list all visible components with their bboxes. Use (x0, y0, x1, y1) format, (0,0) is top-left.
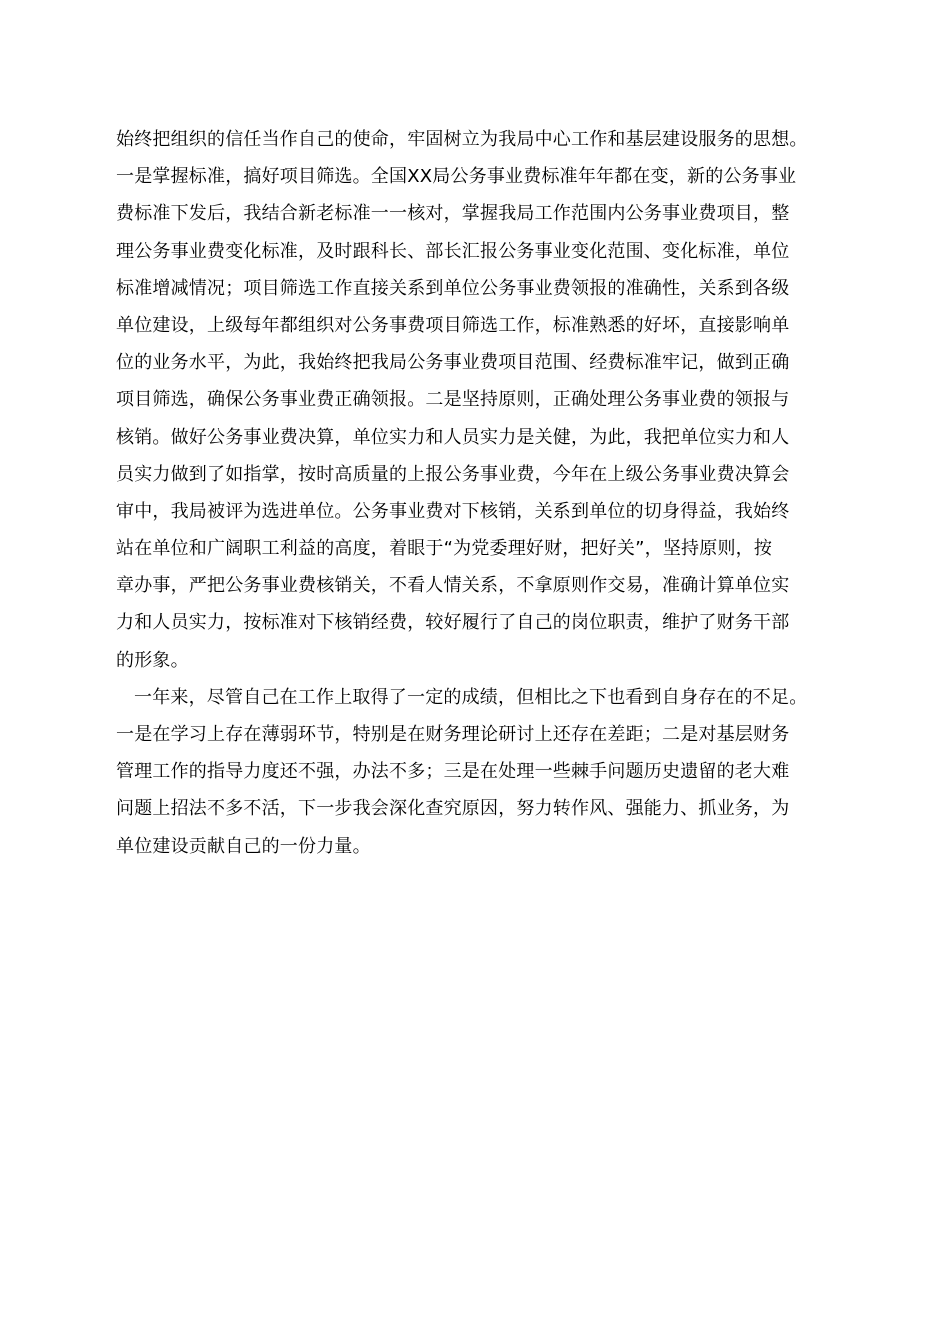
body-text (116, 121, 846, 865)
text-line: 核销。做好公务事业费决算，单位实力和人员实力是关健，为此，我把单位实力和人 (116, 426, 790, 448)
text-line: 管理工作的指导力度还不强，办法不多；三是在处理一些棘手问题历史遗留的老大难 (116, 761, 790, 783)
text-line: 问题上招法不多不活，下一步我会深化查究原因，努力转作风、强能力、抓业务，为 (116, 798, 790, 820)
text-line: 始终把组织的信任当作自己的使命，牢固树立为我局中心工作和基层建设服务的思想。 (116, 129, 808, 150)
paragraph-first-line: 一年来，尽管自己在工作上取得了一定的成绩，但相比之下也看到自身存在的不足。 (134, 686, 808, 708)
text-line: 费标准下发后，我结合新老标准一一核对，掌握我局工作范围内公务事业费项目，整 (116, 203, 790, 225)
text-line: 站在单位和广阔职工利益的高度，着眼于“为党委理好财，把好关”，坚持原则，按 (116, 538, 773, 560)
text-line: 章办事，严把公务事业费核销关，不看人情关系，不拿原则作交易，准确计算单位实 (116, 575, 790, 597)
text-line: 项目筛选，确保公务事业费正确领报。二是坚持原则，正确处理公务事业费的领报与 (116, 389, 790, 411)
text-line: 一是在学习上存在薄弱环节，特别是在财务理论研讨上还存在差距；二是对基层财务 (116, 724, 790, 745)
text-line: 理公务事业费变化标准，及时跟科长、部长汇报公务事业变化范围、变化标准，单位 (116, 240, 790, 262)
text-line: 的形象。 (116, 649, 189, 671)
text-line: 员实力做到了如指掌，按时高质量的上报公务事业费，今年在上级公务事业费决算会 (116, 463, 790, 485)
text-line: 单位建设，上级每年都组织对公务事费项目筛选工作，标准熟悉的好坏，直接影响单 (116, 314, 790, 336)
text-line: 一是掌握标准，搞好项目筛选。全国XX局公务事业费标准年年都在变，新的公务事业 (116, 166, 797, 188)
text-line: 位的业务水平，为此，我始终把我局公务事业费项目范围、经费标准牢记，做到正确 (116, 352, 790, 374)
text-line: 审中，我局被评为选进单位。公务事业费对下核销，关系到单位的切身得益，我始终 (116, 500, 790, 522)
text-line: 单位建设贡献自己的一份力量。 (116, 835, 371, 857)
text-line: 标准增减情况；项目筛选工作直接关系到单位公务事业费领报的准确性，关系到各级 (116, 277, 790, 299)
text-line: 力和人员实力，按标准对下核销经费，较好履行了自己的岗位职责，维护了财务干部 (116, 612, 790, 634)
